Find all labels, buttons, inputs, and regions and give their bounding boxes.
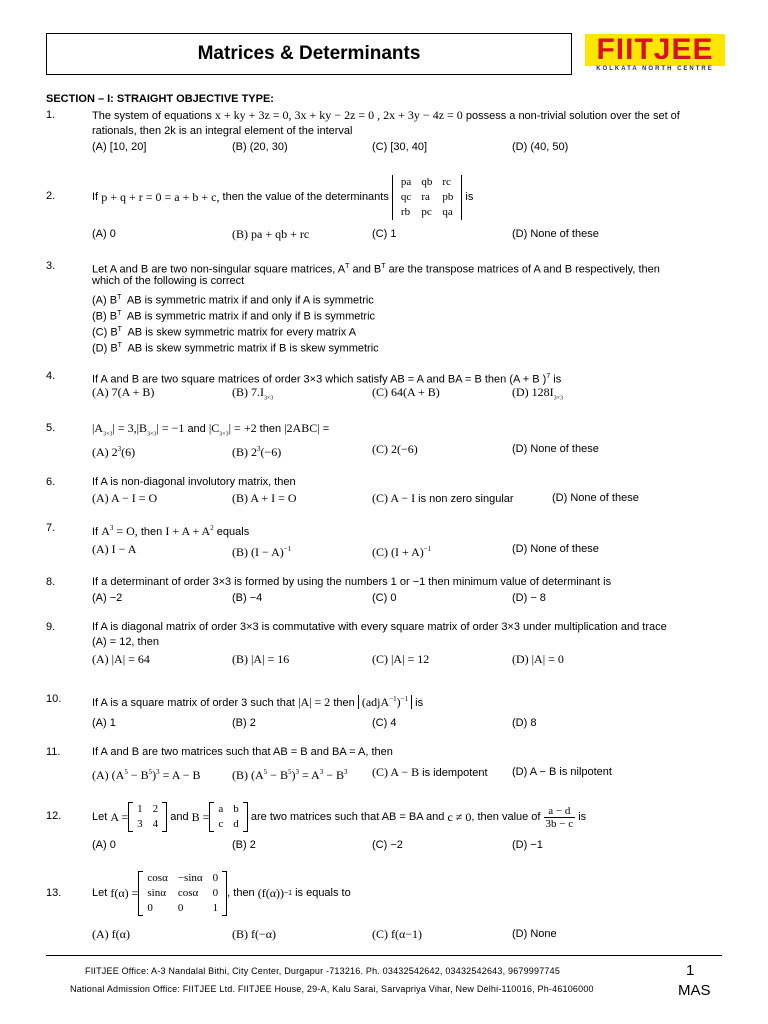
question-number: 4. (46, 370, 56, 382)
logo-text: FIITJEE (585, 34, 725, 66)
option-d: (D) $128I_{3\times 3}$ (512, 385, 564, 402)
question-number: 5. (46, 422, 56, 434)
option-b: (B) pa + qb + rc (232, 227, 310, 241)
option-d: (D) None (512, 928, 557, 940)
question-number: 13. (46, 887, 62, 899)
option-b: (B) $B^T$ AB is symmetric matrix if and only if B is symmetric (92, 310, 376, 323)
option-d: (D) |A| = 0 (512, 652, 564, 666)
question-number: 12. (46, 810, 62, 822)
option-c: (C) 1 (372, 228, 397, 240)
page-number: 1 (686, 962, 695, 979)
question-number: 3. (46, 260, 56, 272)
question-number: 9. (46, 621, 56, 633)
option-a: (A) $(A^5 - B^5)^3 = A - B$ (92, 768, 201, 782)
option-a: (A) 0 (92, 228, 116, 240)
option-c: (C) 64(A + B) (372, 385, 440, 399)
option-c: (C) $B^T$ AB is skew symmetric matrix for every matrix A (92, 326, 357, 339)
page-title: Matrices & Determinants (197, 43, 421, 64)
option-d: (D) None of these (512, 228, 599, 240)
option-c: (C) 4 (372, 717, 397, 729)
option-c: (C) 0 (372, 592, 397, 604)
question-number: 6. (46, 476, 56, 488)
matrix-b: a b c d (209, 802, 247, 832)
determinant: pa qb rc qc ra pb rb pc qa (392, 175, 462, 220)
option-b: (B) (20, 30) (232, 141, 288, 153)
option-a: (A) f(α) (92, 927, 130, 941)
document-code: MAS (678, 982, 711, 999)
option-d: (D) −1 (512, 839, 543, 851)
option-b: (B) $2^3(-6)$ (232, 445, 282, 459)
footer-divider (46, 955, 722, 956)
fiitjee-logo (585, 34, 725, 76)
option-a: (A) 0 (92, 839, 116, 851)
option-b: (B) f(−α) (232, 927, 277, 941)
option-b: (B) 2 (232, 839, 256, 851)
option-a: (A) −2 (92, 592, 123, 604)
option-b: (B) $(I - A)^{-1}$ (232, 545, 292, 559)
option-a: (A) $2^3(6)$ (92, 445, 136, 459)
option-a: (A) I − A (92, 542, 137, 556)
option-c: (C) A − I is non zero singular (372, 491, 514, 505)
title-box (46, 33, 572, 75)
option-c: (C) |A| = 12 (372, 652, 430, 666)
option-c: (C) 2(−6) (372, 442, 418, 456)
option-d: (D) 8 (512, 717, 537, 729)
option-d: (D) None of these (552, 492, 639, 504)
section-heading: SECTION – I: STRAIGHT OBJECTIVE TYPE: (46, 93, 274, 105)
footer-office-address: FIITJEE Office: A-3 Nandalal Bithi, City Center, Durgapur -713216. Ph. 03432542642, 03432542643, 9679997745 (85, 966, 561, 976)
question-number: 2. (46, 190, 56, 202)
option-a: (A) 7(A + B) (92, 385, 155, 399)
option-c: (C) f(α−1) (372, 927, 423, 941)
option-d: (D) − 8 (512, 592, 546, 604)
question-number: 11. (46, 746, 61, 758)
question-number: 7. (46, 522, 56, 534)
question-number: 8. (46, 576, 56, 588)
logo-subtitle: KOLKATA NORTH CENTRE (596, 66, 714, 72)
option-d: (D) $B^T$ AB is skew symmetric matrix if B is skew symmetric (92, 342, 379, 355)
option-d: (D) A − B is nilpotent (512, 766, 612, 778)
option-a: (A) $B^T$ AB is symmetric matrix if and only if A is symmetric (92, 294, 374, 307)
option-a: (A) A − I = O (92, 491, 158, 505)
question-number: 1. (46, 109, 56, 121)
option-a: (A) 1 (92, 717, 116, 729)
option-c: (C) A − B is idempotent (372, 765, 488, 779)
option-b: (B) −4 (232, 592, 263, 604)
option-b: (B) $7.I_{3\times 3}$ (232, 385, 274, 402)
option-d: (D) None of these (512, 443, 599, 455)
footer-national-office: National Admission Office: FIITJEE Ltd. FIITJEE House, 29-A, Kalu Sarai, Sarvapriya Vihar, New Delhi-110016, Ph-46106000 (70, 984, 594, 994)
option-c: (C) [30, 40] (372, 141, 428, 153)
option-b: (B) 2 (232, 717, 256, 729)
option-c: (C) −2 (372, 839, 403, 851)
matrix-a: 1 2 3 4 (128, 802, 167, 832)
rotation-matrix: cosα −sinα 0 sinα cosα 0 0 0 1 (138, 871, 227, 916)
option-b: (B) A + I = O (232, 491, 297, 505)
option-d: (D) None of these (512, 543, 599, 555)
option-d: (D) (40, 50) (512, 141, 569, 153)
option-c: (C) $(I + A)^{-1}$ (372, 545, 432, 559)
option-a: (A) |A| = 64 (92, 652, 150, 666)
fraction: $\frac{a - d}{3b - c}$ (545, 804, 574, 830)
option-b: (B) $(A^5 - B^5)^3 = A^3 - B^3$ (232, 768, 348, 782)
option-b: (B) |A| = 16 (232, 652, 290, 666)
question-number: 10. (46, 693, 62, 705)
option-a: (A) [10, 20] (92, 141, 147, 153)
